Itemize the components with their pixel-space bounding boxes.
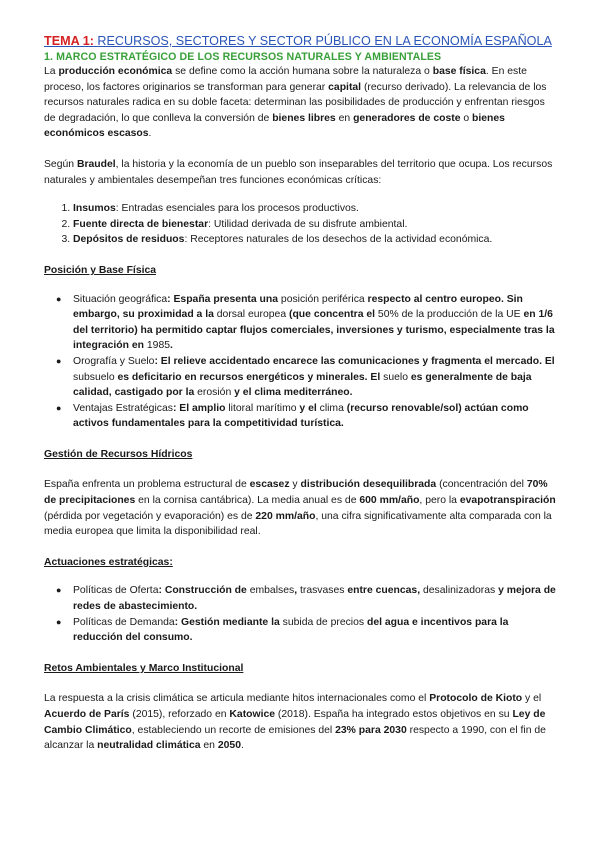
bullet-item (56, 354, 556, 401)
emphasis: (recurso renovable/sol) actúan como activos fundamentales para la competitividad turística. (73, 402, 529, 430)
intro-paragraph-2: Según Braudel, la historia y la economía de un pueblo son inseparables del territorio que ocupa. Los recursos naturales y ambientales desempeñan tres funciones económicas críticas: (44, 158, 553, 186)
list-item (73, 201, 556, 217)
emphasis: distribución desequilibrada (300, 479, 437, 491)
emphasis: y mejora de redes de abastecimiento. (73, 585, 556, 613)
bullet-icon: ● (56, 402, 62, 413)
retos-paragraph: La respuesta a la crisis climática se articula mediante hitos internacionales como el Protocolo de Kioto y el Acuerdo de París (2015), reforzado en Katowice (2018). España ha integrado estos objetivos en su Ley de Cambio Climático, estableciendo un recorte de emisiones del 23% para 2030 respecto a 1990, con el fin de alcanzar la neutralidad climática en 2050. (44, 693, 546, 752)
title-number: TEMA 1: (44, 34, 94, 48)
bullet-icon: ● (56, 355, 62, 366)
bullet-item (56, 401, 556, 432)
emphasis: es deficitario en recursos energéticos y minerales. El (114, 371, 384, 383)
bullet-icon: ● (56, 585, 62, 596)
bullet-item (56, 583, 556, 614)
emphasis: y el clima mediterráneo. (231, 387, 353, 399)
list-item (73, 232, 556, 248)
page-title (44, 33, 556, 49)
emphasis: y el (296, 402, 320, 414)
emphasis: : El relieve accidentado encarece las comunicaciones y fragmenta el mercado. El (154, 355, 555, 367)
emphasis: 23% para 2030 (335, 724, 407, 736)
section-heading-posicion: Posición y Base Física (44, 264, 157, 276)
bullet-item (56, 615, 556, 646)
emphasis: 2050 (217, 740, 241, 752)
emphasis: capital (328, 81, 362, 93)
subtitle-text: MARCO ESTRATÉGICO DE LOS RECURSOS NATURALES Y AMBIENTALES (56, 51, 442, 63)
emphasis: Ley de Cambio Climático (44, 709, 546, 736)
emphasis: generadores de coste (353, 112, 461, 124)
emphasis: en 1/6 del territorio) ha permitido captar flujos comerciales, inversiones y turismo, especialmente tras la integración en (73, 309, 555, 352)
list-item-text: : Entradas esenciales para los procesos productivos. (115, 203, 359, 215)
emphasis: : España presenta una (167, 293, 281, 305)
emphasis: del agua e incentivos para la reducción del consumo. (73, 616, 509, 644)
list-item-term: Insumos (73, 203, 116, 215)
emphasis: respecto al centro europeo. Sin embargo, su proximidad a la (73, 293, 523, 321)
list-item-text: : Utilidad derivada de su disfrute ambiental. (208, 218, 408, 230)
functions-list (44, 201, 556, 248)
bullet-text: Políticas de Oferta: Construcción de embalses, trasvases entre cuencas, desalinizadoras y mejora de redes de abastecimiento. (73, 585, 556, 613)
emphasis: , (294, 585, 300, 597)
subtitle-number: 1. (44, 51, 54, 63)
list-item-text: : Receptores naturales de los desechos de la actividad económica. (184, 234, 493, 246)
emphasis: Braudel (76, 158, 116, 170)
list-item-term: Fuente directa de bienestar (73, 218, 209, 230)
emphasis: neutralidad climática (97, 740, 201, 752)
bullet-icon: ● (56, 293, 62, 304)
emphasis: evapotranspiración (459, 495, 556, 507)
emphasis: . (170, 340, 173, 352)
bullet-icon: ● (56, 616, 62, 627)
emphasis: Katowice (229, 709, 276, 720)
bullet-text: Situación geográfica: España presenta una posición periférica respecto al centro europeo. Sin embargo, su proximidad a la dorsal europea (que concentra el 50% de la producción de la UE en 1/6 del territorio) ha permitido captar flujos comerciales, inversiones y turismo, especialmente tras la integración en 1985. (73, 293, 555, 352)
emphasis: es generalmente de baja calidad, castigado por la (73, 371, 532, 399)
actuaciones-bullet-list (44, 583, 556, 645)
emphasis: bienes libres (272, 112, 336, 124)
emphasis: : Gestión mediante la (174, 616, 283, 628)
emphasis: producción económica (58, 66, 173, 77)
section-heading-hidricos: Gestión de Recursos Hídricos (44, 448, 193, 460)
intro-paragraph-1: La producción económica se define como la acción humana sobre la naturaleza o base física. En este proceso, los factores originarios se transforman para generar capital (recurso derivado). La relevancia de los recursos naturales radica en su doble faceta: determinan las posibilidades de producción y enfrentan riesgos de degradación, lo que conlleva la conversión de bienes libres en generadores de coste o bienes económicos escasos. (44, 66, 547, 140)
emphasis: 600 mm/año (359, 495, 420, 507)
bullet-text: Orografía y Suelo: El relieve accidentado encarece las comunicaciones y fragmenta el mercado. El subsuelo es deficitario en recursos energéticos y minerales. El suelo es generalmente de baja calidad, castigado por la erosión y el clima mediterráneo. (73, 355, 555, 399)
bullet-text: Ventajas Estratégicas: El amplio litoral marítimo y el clima (recurso renovable/sol) actúan como activos fundamentales para la competitividad turística. (73, 402, 529, 430)
emphasis: 220 mm/año (255, 510, 316, 522)
section-subtitle (44, 50, 556, 64)
bullet-item (56, 292, 556, 354)
emphasis: : El amplio (172, 402, 229, 414)
list-item (73, 217, 556, 233)
emphasis: escasez (249, 479, 290, 491)
emphasis: Acuerdo de París (44, 709, 130, 720)
emphasis: 70% de precipitaciones (44, 479, 548, 507)
emphasis: base física (432, 66, 486, 77)
hidricos-paragraph: España enfrenta un problema estructural de escasez y distribución desequilibrada (concentración del 70% de precipitaciones en la cornisa cantábrica). La media anual es de 600 mm/año, pero la evapotranspiración (pérdida por vegetación y evaporación) es de 220 mm/año, una cifra significativamente alta comparada con la media europea que limita la disponibilidad real. (44, 479, 556, 538)
emphasis: Protocolo de Kioto (429, 693, 523, 705)
list-item-term: Depósitos de residuos (73, 234, 185, 246)
emphasis: entre cuencas, (344, 585, 423, 597)
section-heading-actuaciones: Actuaciones estratégicas: (44, 556, 173, 568)
emphasis: bienes económicos escasos (44, 112, 505, 140)
posicion-bullet-list (44, 292, 556, 432)
bullet-text: Políticas de Demanda: Gestión mediante la subida de precios del agua e incentivos para la reducción del consumo. (73, 616, 509, 644)
emphasis: (que concentra el (286, 309, 378, 321)
title-text: RECURSOS, SECTORES Y SECTOR PÚBLICO EN LA ECONOMÍA ESPAÑOLA (97, 34, 552, 48)
section-heading-retos: Retos Ambientales y Marco Institucional (44, 662, 244, 674)
emphasis: : Construcción de (158, 585, 250, 597)
